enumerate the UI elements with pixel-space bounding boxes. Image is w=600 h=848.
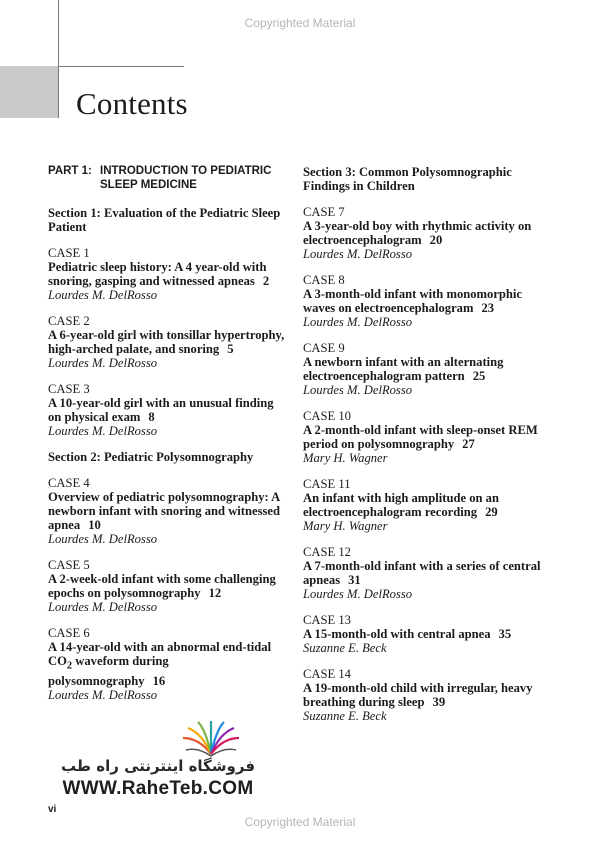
watermark-top: Copyrighted Material: [244, 16, 356, 30]
case-title: A newborn infant with an alternating electroencephalogram pattern: [303, 355, 504, 383]
case-page: 5: [227, 342, 234, 356]
case-number: 2: [83, 314, 90, 328]
case-page: 12: [208, 586, 222, 600]
case-title: Pediatric sleep history: A 4 year-old with snoring, gasping and witnessed apneas: [48, 260, 267, 288]
case-title: A 3-month-old infant with monomorphic waves on electroencephalogram: [303, 287, 523, 315]
toc-column-left: [48, 165, 288, 714]
toc-entry[interactable]: [303, 409, 543, 465]
case-author: Lourdes M. DelRosso: [48, 600, 158, 614]
case-title: A 10-year-old girl with an unusual finding on physical exam: [48, 396, 274, 424]
toc-entry[interactable]: [303, 341, 543, 397]
case-author: Lourdes M. DelRosso: [303, 247, 413, 261]
toc-entry[interactable]: [303, 667, 543, 723]
case-author: Suzanne E. Beck: [303, 709, 387, 723]
header-horizontal-rule: [58, 66, 184, 67]
case-label: CASE: [303, 341, 336, 355]
case-number: 14: [338, 667, 351, 681]
toc-entry[interactable]: [48, 558, 288, 614]
section-heading: Section 1: Evaluation of the Pediatric Sleep Patient: [48, 206, 281, 234]
case-title: A 6-year-old girl with tonsillar hypertrophy, high-arched palate, and snoring: [48, 328, 285, 356]
case-label: CASE: [303, 545, 336, 559]
case-label: CASE: [303, 613, 336, 627]
case-label: CASE: [303, 667, 336, 681]
case-author: Lourdes M. DelRosso: [48, 288, 158, 302]
case-page: 8: [148, 410, 155, 424]
case-author: Lourdes M. DelRosso: [48, 424, 158, 438]
case-author: Lourdes M. DelRosso: [48, 532, 158, 546]
toc-column-right: [303, 165, 543, 735]
case-author: Lourdes M. DelRosso: [48, 687, 158, 702]
case-label: CASE: [48, 246, 81, 260]
part-heading: [48, 165, 288, 192]
case-label: CASE: [48, 476, 81, 490]
case-title-continued: waveform during polysomnography: [48, 654, 169, 688]
case-label: CASE: [48, 382, 81, 396]
store-url[interactable]: WWW.RaheTeb.COM: [62, 778, 254, 799]
case-page: 23: [481, 301, 495, 315]
case-title: A 2-month-old infant with sleep-onset REM period on polysomnography: [303, 423, 538, 451]
case-label: CASE: [48, 626, 81, 640]
header-gray-block: [0, 66, 58, 118]
case-title: A 15-month-old with central apnea: [303, 627, 491, 641]
toc-entry[interactable]: [303, 205, 543, 261]
store-name: فروشگاه اینترنتی راه طب: [60, 757, 256, 775]
case-number: 3: [83, 382, 90, 396]
case-page: 29: [485, 505, 498, 519]
page-title: Contents: [76, 86, 188, 121]
case-title: A 7-month-old infant with a series of central apneas: [303, 559, 541, 587]
case-page: 16: [152, 673, 166, 688]
case-number: 1: [83, 246, 90, 260]
case-page: 25: [472, 369, 486, 383]
toc-entry[interactable]: [303, 545, 543, 601]
case-title: A 3-year-old boy with rhythmic activity on electroencephalogram: [303, 219, 532, 247]
case-author: Lourdes M. DelRosso: [303, 315, 413, 329]
toc-entry[interactable]: [303, 273, 543, 329]
case-number: 10: [338, 409, 351, 423]
toc-entry[interactable]: [303, 613, 543, 655]
case-number: 6: [83, 626, 90, 640]
case-label: CASE: [303, 273, 336, 287]
toc-entry[interactable]: [48, 382, 288, 438]
case-page: 20: [429, 233, 443, 247]
case-label: CASE: [48, 558, 81, 572]
case-author: Lourdes M. DelRosso: [303, 383, 413, 397]
case-page: 2: [262, 274, 270, 288]
subscript: 2: [66, 660, 73, 672]
toc-entry[interactable]: [48, 476, 288, 546]
case-author: Mary H. Wagner: [303, 451, 388, 465]
case-number: 5: [83, 558, 90, 572]
case-label: CASE: [303, 409, 336, 423]
case-label: CASE: [48, 314, 81, 328]
case-title: A 14-year-old with an abnormal end-tidal CO: [48, 640, 272, 668]
case-number: 12: [338, 545, 351, 559]
case-page: 35: [498, 627, 512, 641]
page-number: vi: [48, 804, 57, 815]
case-page: 27: [462, 437, 475, 451]
part-title: INTRODUCTION TO PEDIATRIC SLEEP MEDICINE: [100, 165, 272, 191]
part-number: PART 1:: [48, 165, 92, 177]
case-label: CASE: [303, 205, 336, 219]
case-author: Lourdes M. DelRosso: [303, 587, 413, 601]
case-page: 10: [88, 518, 101, 532]
case-title: An infant with high amplitude on an electroencephalogram recording: [303, 491, 499, 519]
case-title: A 2-week-old infant with some challenging epochs on polysomnography: [48, 572, 276, 600]
case-author: Suzanne E. Beck: [303, 641, 387, 655]
case-number: 11: [338, 477, 351, 491]
toc-entry[interactable]: [48, 246, 288, 302]
section-heading: Section 2: Pediatric Polysomnography: [48, 450, 254, 464]
case-number: 7: [338, 205, 345, 219]
case-title: Overview of pediatric polysomnography: A newborn infant with snoring and witnessed apnea: [48, 490, 280, 532]
case-number: 13: [338, 613, 351, 627]
book-logo-icon: [180, 720, 242, 758]
case-author: Lourdes M. DelRosso: [48, 356, 158, 370]
case-number: 8: [338, 273, 345, 287]
toc-entry[interactable]: [48, 626, 288, 702]
watermark-bottom: Copyrighted Material: [244, 815, 356, 829]
case-page: 39: [432, 695, 446, 709]
case-number: 9: [338, 341, 345, 355]
section-heading: Section 3: Common Polysomnographic Findings in Children: [303, 165, 512, 193]
case-author: Mary H. Wagner: [303, 519, 388, 533]
case-label: CASE: [303, 477, 336, 491]
toc-entry[interactable]: [48, 314, 288, 370]
case-title: A 19-month-old child with irregular, heavy breathing during sleep: [303, 681, 533, 709]
case-page: 31: [348, 573, 361, 587]
case-number: 4: [83, 476, 90, 490]
toc-entry[interactable]: [303, 477, 543, 533]
